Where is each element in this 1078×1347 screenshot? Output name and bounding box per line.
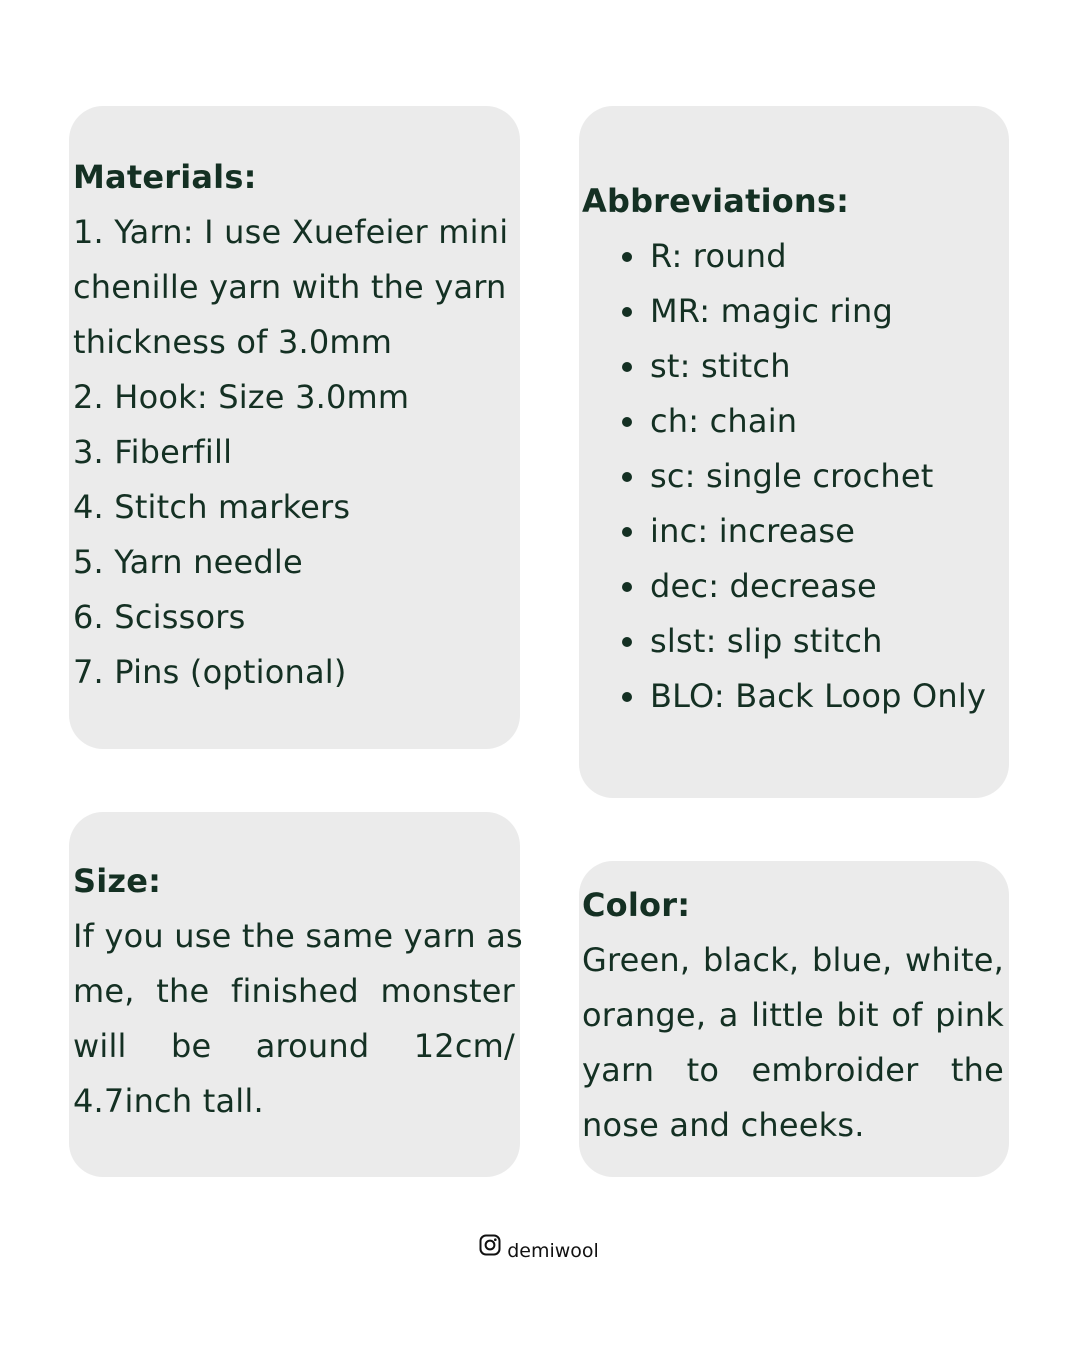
size-heading: Size: (73, 862, 162, 900)
abbreviation-text: ch: chain (650, 402, 798, 440)
size-section (73, 854, 523, 1129)
bullet-icon (622, 252, 632, 262)
materials-line: 2. Hook: Size 3.0mm (73, 378, 410, 416)
abbreviation-text: R: round (650, 237, 787, 275)
footer-credit (0, 1236, 1078, 1266)
materials-section (73, 150, 518, 700)
list-item (582, 229, 1007, 284)
abbreviations-heading: Abbreviations: (582, 182, 850, 220)
abbreviations-list (582, 229, 1007, 724)
materials-line: 5. Yarn needle (73, 543, 303, 581)
bullet-icon (622, 362, 632, 372)
materials-line: chenille yarn with the yarn (73, 268, 507, 306)
size-line: 4.7inch tall. (73, 1082, 264, 1120)
color-section (582, 878, 1004, 1153)
instagram-icon (479, 1234, 501, 1264)
color-line: orange, a little bit of pink (582, 996, 1004, 1034)
color-line: yarn to embroider the (582, 1051, 1004, 1089)
size-line: me, the finished monster (73, 972, 515, 1010)
list-item (582, 284, 1007, 339)
list-item (582, 669, 1007, 724)
bullet-icon (622, 637, 632, 647)
abbreviation-text: BLO: Back Loop Only (650, 677, 987, 715)
materials-line: 4. Stitch markers (73, 488, 351, 526)
size-line: If you use the same yarn as (73, 917, 523, 955)
color-heading: Color: (582, 886, 691, 924)
abbreviation-text: inc: increase (650, 512, 856, 550)
abbreviation-text: dec: decrease (650, 567, 877, 605)
materials-line: thickness of 3.0mm (73, 323, 393, 361)
color-line: Green, black, blue, white, (582, 941, 1004, 979)
materials-line: 7. Pins (optional) (73, 653, 347, 691)
bullet-icon (622, 472, 632, 482)
abbreviations-section (582, 174, 1007, 724)
bullet-icon (622, 417, 632, 427)
abbreviation-text: slst: slip stitch (650, 622, 883, 660)
list-item (582, 339, 1007, 394)
abbreviation-text: st: stitch (650, 347, 791, 385)
abbreviation-text: MR: magic ring (650, 292, 894, 330)
color-line: nose and cheeks. (582, 1106, 865, 1144)
list-item (582, 394, 1007, 449)
materials-heading: Materials: (73, 158, 257, 196)
materials-line: 6. Scissors (73, 598, 246, 636)
bullet-icon (622, 692, 632, 702)
instagram-handle: demiwool (507, 1240, 599, 1262)
materials-line: 1. Yarn: I use Xuefeier mini (73, 213, 509, 251)
bullet-icon (622, 527, 632, 537)
bullet-icon (622, 582, 632, 592)
size-line: will be around 12cm/ (73, 1027, 515, 1065)
list-item (582, 559, 1007, 614)
list-item (582, 614, 1007, 669)
list-item (582, 449, 1007, 504)
abbreviation-text: sc: single crochet (650, 457, 934, 495)
materials-line: 3. Fiberfill (73, 433, 233, 471)
bullet-icon (622, 307, 632, 317)
list-item (582, 504, 1007, 559)
